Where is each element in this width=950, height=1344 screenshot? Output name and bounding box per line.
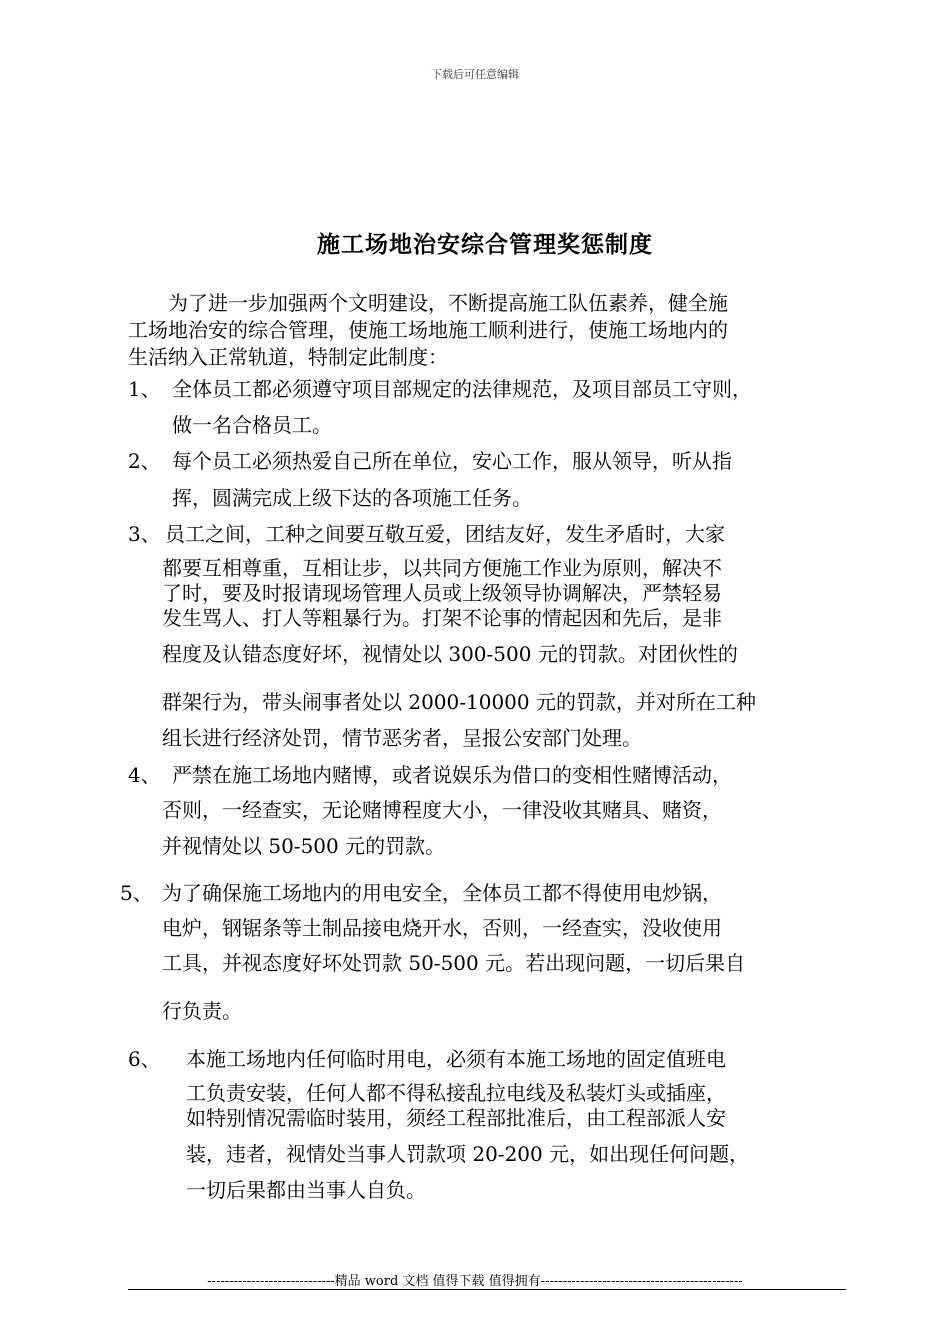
item-line: 行负责。	[162, 999, 242, 1023]
item-line: 否则，一经查实，无论赌博程度大小，一律没收其赌具、赌资，	[162, 798, 722, 822]
document-title: 施工场地治安综合管理奖惩制度	[317, 231, 653, 258]
item-number: 5、	[120, 881, 153, 905]
item-line: 工具，并视态度好坏处罚款 50-500 元。若出现问题，一切后果自	[162, 951, 746, 975]
item-number: 2、	[128, 449, 161, 473]
item-line: 并视情处以 50-500 元的罚款。	[162, 834, 446, 858]
item-number: 6、	[128, 1047, 161, 1071]
item-line: 程度及认错态度好坏，视情处以 300-500 元的罚款。对团伙性的	[162, 642, 738, 666]
item-line: 全体员工都必须遵守项目部规定的法律规范，及项目部员工守则，	[172, 377, 752, 401]
item-line: 挥，圆满完成上级下达的各项施工任务。	[172, 486, 532, 510]
footer-rule	[128, 1289, 846, 1290]
intro-paragraph	[128, 290, 848, 371]
item-line: 组长进行经济处罚，情节恶劣者，呈报公安部门处理。	[162, 726, 642, 750]
item-line: 装，违者，视情处当事人罚款项 20-200 元，如出现任何问题，	[186, 1142, 750, 1166]
page-header-note: 下载后可任意编辑	[431, 68, 519, 81]
item-line: 做一名合格员工。	[172, 413, 332, 437]
item-number: 1、	[128, 377, 161, 401]
intro-line: 为了进一步加强两个文明建设，不断提高施工队伍素养，健全施	[128, 291, 728, 315]
page-footer: -----------------------------精品 word 文档 值得下载 值得拥有----------------------------------------------	[207, 1274, 743, 1289]
item-line: 如特别情况需临时装用，须经工程部批准后，由工程部派人安	[186, 1106, 726, 1130]
intro-line: 生活纳入正常轨道，特制定此制度：	[128, 345, 448, 369]
item-line: 发生骂人、打人等粗暴行为。打架不论事的情起因和先后，是非	[162, 606, 722, 630]
item-line: 本施工场地内任何临时用电，必须有本施工场地的固定值班电	[186, 1047, 726, 1071]
item-line: 电炉，钢锯条等土制品接电烧开水，否则，一经查实，没收使用	[162, 916, 722, 940]
item-line: 群架行为，带头闹事者处以 2000-10000 元的罚款，并对所在工种	[162, 690, 756, 714]
item-line: 了时，要及时报请现场管理人员或上级领导协调解决，严禁轻易	[162, 581, 722, 605]
item-number: 3、	[128, 522, 161, 546]
item-line: 严禁在施工场地内赌博，或者说娱乐为借口的变相性赌博活动，	[172, 763, 732, 787]
item-line: 一切后果都由当事人自负。	[186, 1178, 426, 1202]
intro-line: 工场地治安的综合管理，使施工场地施工顺利进行，使施工场地内的	[128, 318, 728, 342]
item-line: 工负责安装，任何人都不得私接乱拉电线及私装灯头或插座，	[186, 1081, 726, 1105]
item-number: 4、	[128, 763, 161, 787]
item-line: 员工之间，工种之间要互敬互爱，团结友好，发生矛盾时，大家	[165, 522, 725, 546]
item-line: 都要互相尊重，互相让步，以共同方便施工作业为原则，解决不	[162, 556, 722, 580]
item-line: 每个员工必须热爱自己所在单位，安心工作，服从领导，听从指	[172, 449, 732, 473]
item-line: 为了确保施工场地内的用电安全，全体员工都不得使用电炒锅，	[162, 881, 722, 905]
